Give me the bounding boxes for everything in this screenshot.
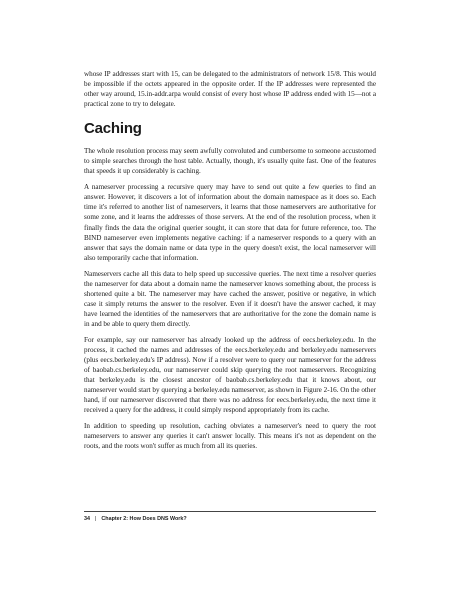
intro-paragraph: whose IP addresses start with 15, can be delegated to the administrators of network 15/8. This would be impossible if the octets appeared in the opposite order. If the IP addresses were represented the other way around, 15.in-addr.arpa would consist of every host whose IP address ended with 15—not a practical zone to try to delegate. xyxy=(84,70,376,109)
page-number: 34 xyxy=(84,516,90,522)
chapter-title: Chapter 2: How Does DNS Work? xyxy=(101,516,187,522)
body-paragraph: Nameservers cache all this data to help speed up successive queries. The next time a resolver queries the nameserver for data about a domain name the nameserver knows something about, the process is shortened quite a bit. The nameserver may have cached the answer, positive or negative, in which case it simply returns the answer to the resolver. Even if it doesn't have the answer cached, it may have learned the identities of the nameservers that are authoritative for the zone the domain name is in and be able to query them directly. xyxy=(84,269,376,328)
body-paragraph: The whole resolution process may seem awfully convoluted and cumbersome to someone accustomed to simple searches through the host table. Actually, though, it's usually quite fast. One of the features that speeds it up considerably is caching. xyxy=(84,147,376,176)
body-paragraph: A nameserver processing a recursive query may have to send out quite a few queries to find an answer. However, it discovers a lot of information about the domain namespace as it does so. Each time it's referred to another list of nameservers, it learns that those nameservers are authoritative for some zone, and it learns the addresses of those servers. At the end of the resolution process, when it finally finds the data the original querier sought, it can store that data for future reference, too. The BIND nameserver even implements negative caching: if a nameserver responds to a query with an answer that says the domain name or data type in the query doesn't exist, the local nameserver will also temporarily cache that information. xyxy=(84,183,376,262)
page-body xyxy=(84,69,376,458)
section-heading: Caching xyxy=(84,120,142,138)
body-paragraph: For example, say our nameserver has already looked up the address of eecs.berkeley.edu. In the process, it cached the names and addresses of the eecs.berkeley.edu and berkeley.edu nameservers (plus eecs.berkeley.edu's IP address). Now if a resolver were to query our nameserver for the address of baobab.cs.berkeley.edu, our nameserver could skip querying the root nameservers. Recognizing that berkeley.edu is the closest ancestor of baobab.cs.berkeley.edu that it knows about, our nameserver would start by querying a berkeley.edu nameserver, as shown in Figure 2-16. On the other hand, if our nameserver discovered that there was no address for eecs.berkeley.edu, the next time it received a query for the address, it could simply respond appropriately from its cache. xyxy=(84,335,376,415)
footer-separator: | xyxy=(95,516,97,522)
page-footer xyxy=(84,511,376,522)
body-paragraph: In addition to speeding up resolution, caching obviates a nameserver's need to query the root nameservers to answer any queries it can't answer locally. This means it's not as dependent on the roots, and the roots won't suffer as much from all its queries. xyxy=(84,422,376,451)
